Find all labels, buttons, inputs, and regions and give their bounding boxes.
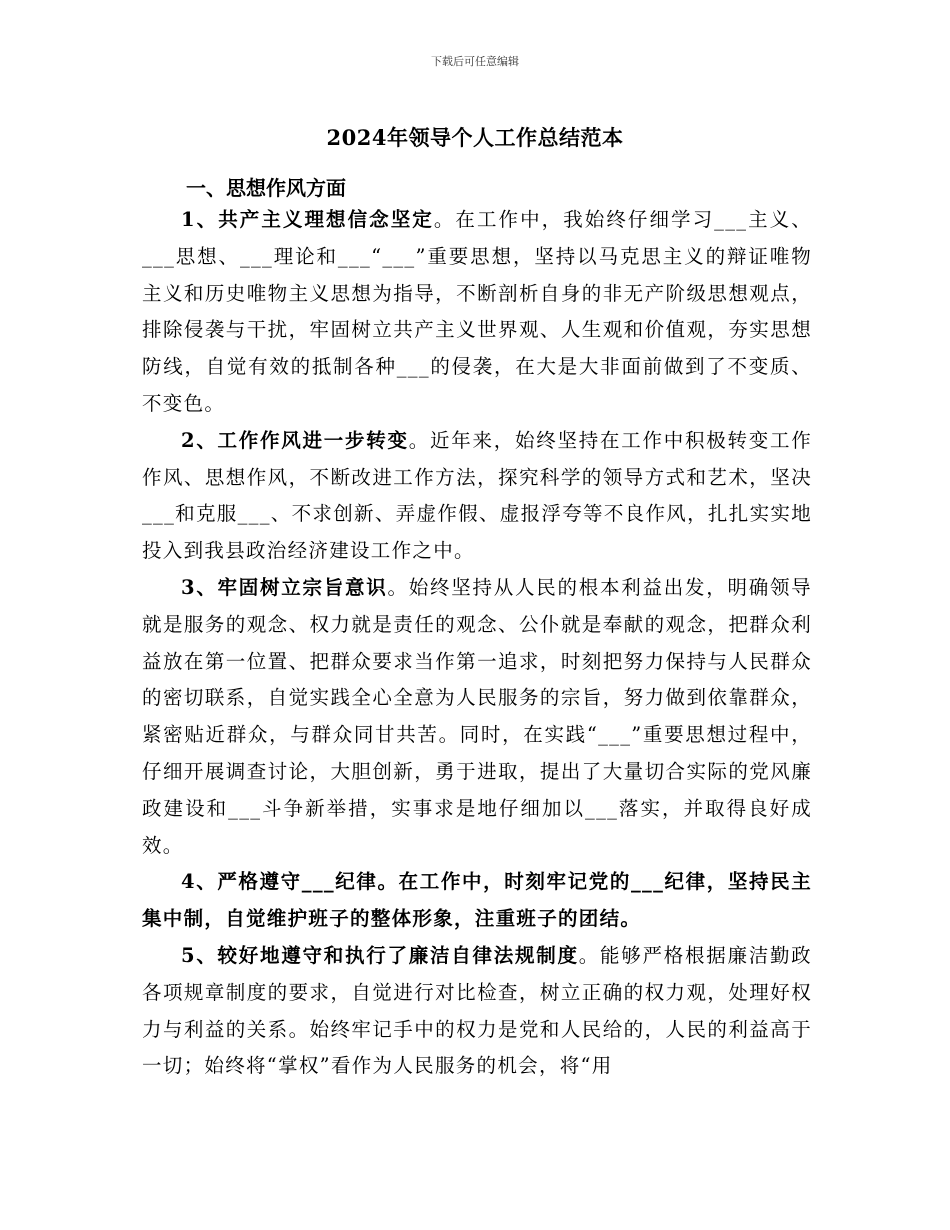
paragraph-2-lead: 2、工作作风进一步转变: [181, 428, 409, 452]
paragraph-4-text: 4、严格遵守___纪律。在工作中，时刻牢记党的___纪律，坚持民主集中制，自觉维护班子的整体形象，注重班子的团结。: [142, 870, 812, 931]
paragraph-1-text: 。在工作中，我始终仔细学习___主义、___思想、___理论和___“___”重要思想，坚持以马克思主义的辩证唯物主义和历史唯物主义思想为指导，不断剖析自身的非无产阶级思想观点，排除侵袭与干扰，牢固树立共产主义世界观、人生观和价值观，夯实思想防线，自觉有效的抵制各种___的侵袭，在大是大非面前做到了不变质、不变色。: [142, 208, 813, 415]
document-body: [142, 202, 812, 1085]
paragraph-1-lead: 1、共产主义理想信念坚定: [181, 208, 434, 231]
paragraph-2: [142, 423, 812, 570]
paragraph-3-text: 。始终坚持从人民的根本利益出发，明确领导就是服务的观念、权力就是责任的观念、公仆就是奉献的观念，把群众利益放在第一位置、把群众要求当作第一追求，时刻把努力保持与人民群众的密切联系，自觉实践全心全意为人民服务的宗旨，努力做到依靠群众，紧密贴近群众，与群众同甘共苦。同时，在实践“___”重要思想过程中，仔细开展调查讨论，大胆创新，勇于进取，提出了大量切合实际的党风廉政建设和___斗争新举措，实事求是地仔细加以___落实，并取得良好成效。: [142, 575, 812, 857]
paragraph-2-text: 。近年来，始终坚持在工作中积极转变工作作风、思想作风，不断改进工作方法，探究科学的领导方式和艺术，坚决___和克服___、不求创新、弄虚作假、虚报浮夸等不良作风，扎扎实实地投入到我县政治经济建设工作之中。: [142, 428, 813, 563]
section-heading: 一、思想作风方面: [186, 176, 346, 200]
paragraph-5-lead: 5、较好地遵守和执行了廉洁自律法规制度: [181, 943, 579, 967]
page-header-note: 下载后可任意编辑: [431, 55, 519, 68]
paragraph-5-text: 。能够严格根据廉洁勤政各项规章制度的要求，自觉进行对比检查，树立正确的权力观，处理好权力与利益的关系。始终牢记手中的权力是党和人民给的，人民的利益高于一切；始终将“掌权”看作为人民服务的机会，将“用: [142, 943, 812, 1078]
paragraph-3-lead: 3、牢固树立宗旨意识: [181, 575, 388, 599]
paragraph-4: [142, 864, 812, 938]
document-title: 2024年领导个人工作总结范本: [326, 125, 624, 150]
paragraph-3: [142, 570, 812, 864]
paragraph-1: [142, 202, 812, 423]
paragraph-5: [142, 938, 812, 1085]
